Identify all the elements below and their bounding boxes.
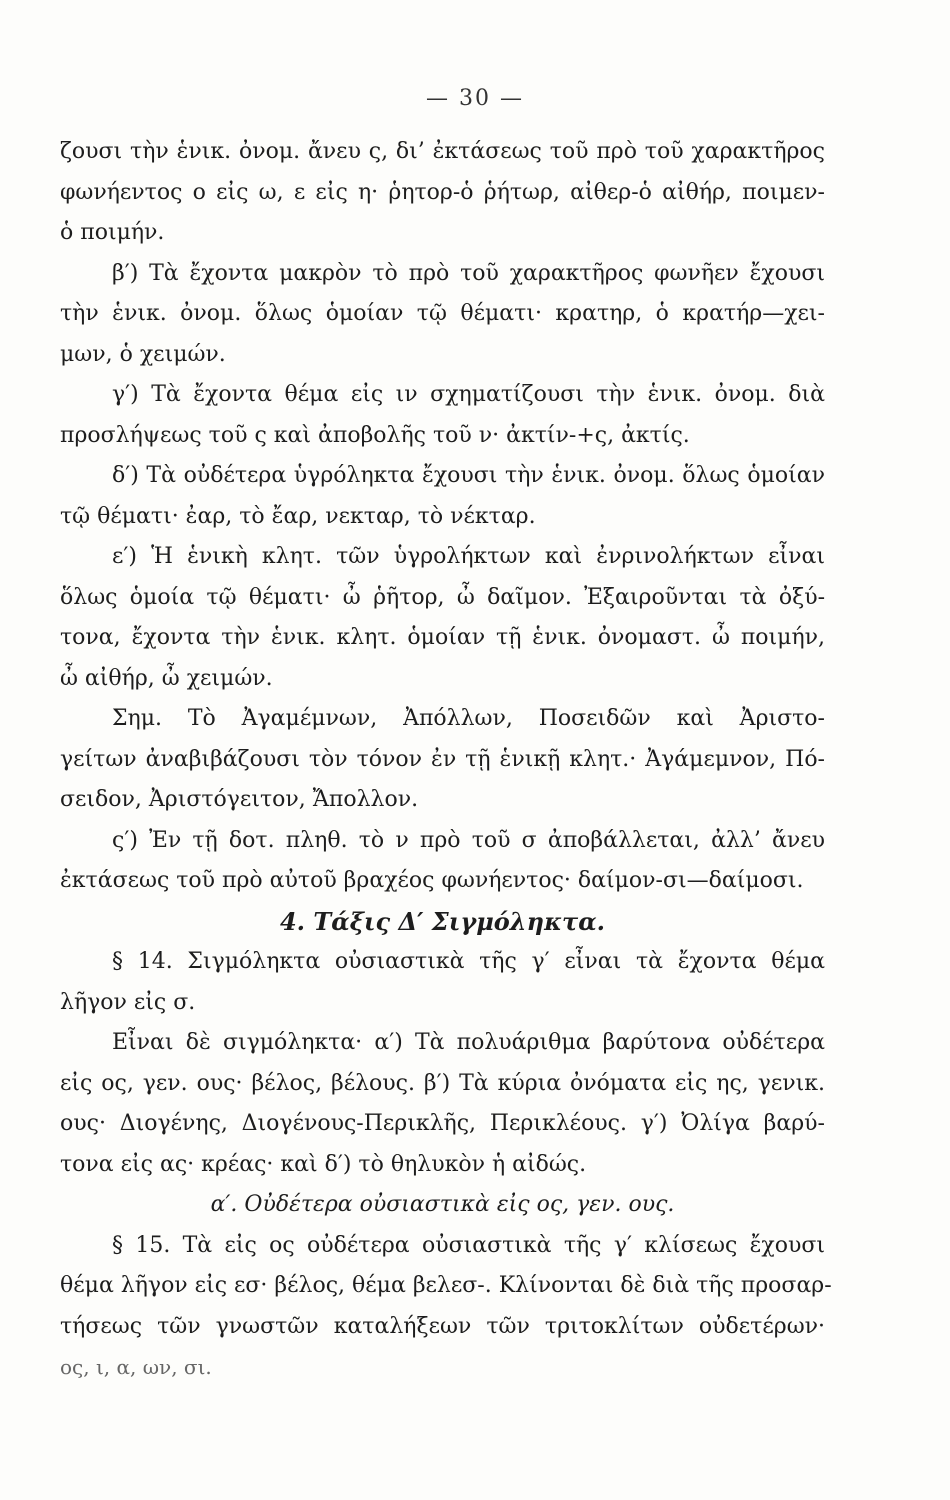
text-line: δ′) Τὰ οὐδέτερα ὑγρόληκτα ἔχουσι τὴν ἑνικ. ὀνομ. ὅλως ὁμοίαν xyxy=(112,463,825,488)
text-line: ζουσι τὴν ἑνικ. ὀνομ. ἄνευ ς, δι’ ἐκτάσεως τοῦ πρὸ τοῦ χαρακτῆρος xyxy=(60,139,825,164)
text-line: ὁ ποιμήν. xyxy=(60,220,165,245)
text-line: τήσεως τῶν γνωστῶν καταλήξεων τῶν τριτοκλίτων οὐδετέρων· xyxy=(60,1313,825,1339)
text-line: γ′) Τὰ ἔχοντα θέμα εἰς ιν σχηματίζουσι τὴν ἑνικ. ὀνομ. διὰ xyxy=(112,382,825,407)
text-line: εἰς ος, γεν. ους· βέλος, βέλους. β′) Τὰ κύρια ὀνόματα εἰς ης, γενικ. xyxy=(60,1070,825,1096)
text-line: σειδον, Ἀριστόγειτον, Ἄπολλον. xyxy=(60,787,419,812)
page-number: — 30 — xyxy=(426,86,524,111)
text-line: ους· Διογένης, Διογένους-Περικλῆς, Περικλέους. γ′) Ὀλίγα βαρύ- xyxy=(60,1111,825,1136)
text-line: Εἶναι δὲ σιγμόληκτα· α′) Τὰ πολυάριθμα βαρύτονα οὐδέτερα xyxy=(112,1030,825,1055)
text-line: προσλήψεως τοῦ ς καὶ ἀποβολῆς τοῦ ν· ἀκτίν-+ς, ἀκτίς. xyxy=(60,422,690,448)
text-line: § 14. Σιγμόληκτα οὐσιαστικὰ τῆς γ′ εἶναι τὰ ἔχοντα θέμα xyxy=(112,949,825,974)
text-line: β′) Τὰ ἔχοντα μακρὸν τὸ πρὸ τοῦ χαρακτῆρος φωνῆεν ἔχουσι xyxy=(112,260,825,286)
text-line: § 15. Τὰ εἰς ος οὐδέτερα οὐσιαστικὰ τῆς γ′ κλίσεως ἔχουσι xyxy=(112,1232,825,1258)
text-line: λῆγον εἰς σ. xyxy=(60,989,196,1015)
text-line: ὦ αἰθήρ, ὦ χειμών. xyxy=(60,665,273,691)
text-line: ἐκτάσεως τοῦ πρὸ αὐτοῦ βραχέος φωνήεντος· δαίμον-σι—δαίμοσι. xyxy=(60,868,804,893)
text-line: ε′) Ἡ ἑνικὴ κλητ. τῶν ὑγρολήκτων καὶ ἐνρινολήκτων εἶναι xyxy=(112,544,825,569)
text-line: γείτων ἀναβιβάζουσι τὸν τόνον ἐν τῇ ἑνικῇ κλητ.· Ἀγάμεμνον, Πό- xyxy=(60,746,825,772)
text-line: θέμα λῆγον εἰς εσ· βέλος, θέμα βελεσ-. Κλίνονται δὲ διὰ τῆς προσαρ- xyxy=(60,1273,832,1298)
text-line: ὅλως ὁμοία τῷ θέματι· ὦ ῥῆτορ, ὦ δαῖμον. Ἐξαιροῦνται τὰ ὀξύ- xyxy=(60,584,825,610)
text-line: τονα, ἔχοντα τὴν ἑνικ. κλητ. ὁμοίαν τῇ ἑνικ. ὀνομαστ. ὦ ποιμήν, xyxy=(60,625,825,650)
body-text xyxy=(60,132,832,1388)
text-line: μων, ὁ χειμών. xyxy=(60,341,226,367)
text-line: τὴν ἑνικ. ὀνομ. ὅλως ὁμοίαν τῷ θέματι· κρατηρ, ὁ κρατήρ—χει- xyxy=(60,301,825,326)
text-line: ς′) Ἐν τῇ δοτ. πληθ. τὸ ν πρὸ τοῦ σ ἀποβάλλεται, ἀλλ’ ἄνευ xyxy=(112,827,825,853)
text-line: Σημ. Τὸ Ἀγαμέμνων, Ἀπόλλων, Ποσειδῶν καὶ Ἀριστο- xyxy=(112,706,825,731)
text-line: ος, ι, α, ων, σι. xyxy=(60,1355,212,1379)
subsection-heading: α′. Οὐδέτερα οὐσιαστικὰ εἰς ος, γεν. ους. xyxy=(210,1192,675,1217)
section-heading: 4. Τάξις Δ′ Σιγμόληκτα. xyxy=(279,906,606,936)
text-line: φωνήεντος ο εἰς ω, ε εἰς η· ῥητορ-ὁ ῥήτωρ, αἰθερ-ὁ αἰθήρ, ποιμεν- xyxy=(60,179,825,205)
text-line: τῷ θέματι· ἐαρ, τὸ ἔαρ, νεκταρ, τὸ νέκταρ. xyxy=(60,503,536,529)
text-line: τονα εἰς ας· κρέας· καὶ δ′) τὸ θηλυκὸν ἡ αἰδώς. xyxy=(60,1151,587,1177)
